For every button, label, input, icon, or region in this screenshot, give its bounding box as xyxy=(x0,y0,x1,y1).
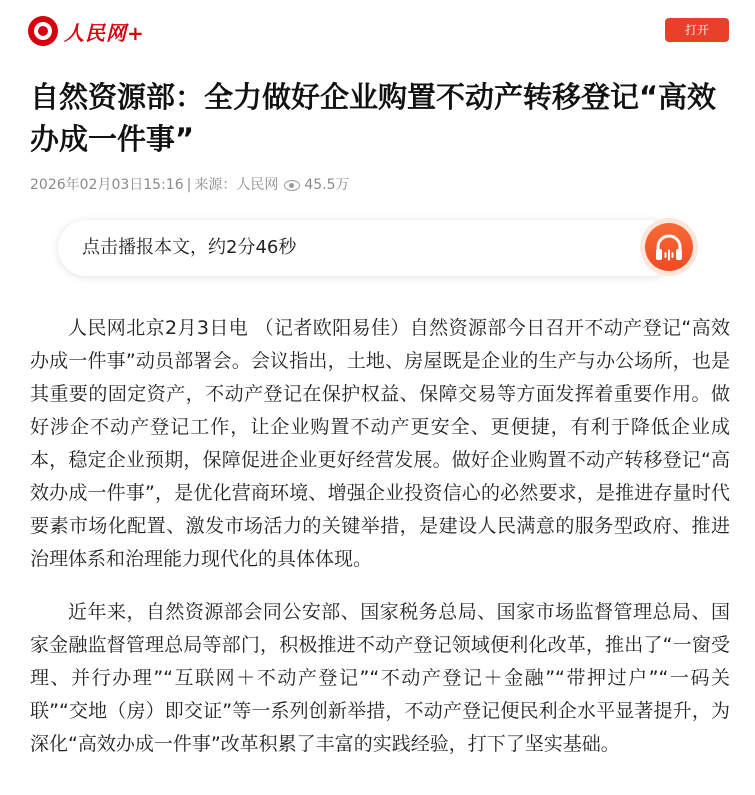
top-bar xyxy=(0,0,755,62)
article-paragraph: 近年来，自然资源部会同公安部、国家税务总局、国家市场监督管理总局、国家金融监督管理总局等部门，积极推进不动产登记领域便利化改革，推出了“一窗受理、并行办理”“互联网＋不动产登记”“不动产登记＋金融”“带押过户”“一码关联”“交地（房）即交证”等一系列创新举措，不动产登记便民利企水平显著提升，为深化“高效办成一件事”改革积累了丰富的实践经验，打下了坚实基础。 xyxy=(30,601,730,755)
eye-icon xyxy=(284,180,300,191)
headphones-icon-svg xyxy=(645,223,693,271)
people-daily-logo-icon xyxy=(28,16,58,46)
article-paragraph: 人民网北京2月3日电 （记者欧阳易佳）自然资源部今日召开不动产登记“高效办成一件事”动员部署会。会议指出，土地、房屋既是企业的生产与办公场所，也是其重要的固定资产，不动产登记在保护权益、保障交易等方面发挥着重要作用。做好涉企不动产登记工作，让企业购置不动产更安全、更便捷，有利于降低企业成本，稳定企业预期，保障促进企业更好经营发展。做好企业购置不动产转移登记“高效办成一件事”，是优化营商环境、增强企业投资信心的必然要求，是推进存量时代要素市场化配置、激发市场活力的关键举措，是建设人民满意的服务型政府、推进治理体系和治理能力现代化的具体体现。 xyxy=(30,317,730,570)
meta-divider: | xyxy=(186,177,192,193)
publish-date: 2026年02月03日15:16 xyxy=(30,177,184,193)
article-title: 自然资源部：全力做好企业购置不动产转移登记“高效办成一件事” xyxy=(30,80,717,156)
audio-play-button[interactable] xyxy=(640,218,698,276)
audio-player[interactable] xyxy=(58,220,678,276)
audio-player-label: 点击播报本文，约2分46秒 xyxy=(82,237,297,258)
site-logo[interactable] xyxy=(28,15,145,47)
article-source: 来源：人民网 xyxy=(194,177,279,193)
article-body xyxy=(30,312,730,781)
view-count: 45.5万 xyxy=(304,177,350,193)
headphones-icon xyxy=(645,223,693,271)
open-app-button[interactable]: 打开 xyxy=(665,18,729,42)
logo-text: 人民网+ xyxy=(64,20,145,45)
article-meta xyxy=(30,174,730,196)
